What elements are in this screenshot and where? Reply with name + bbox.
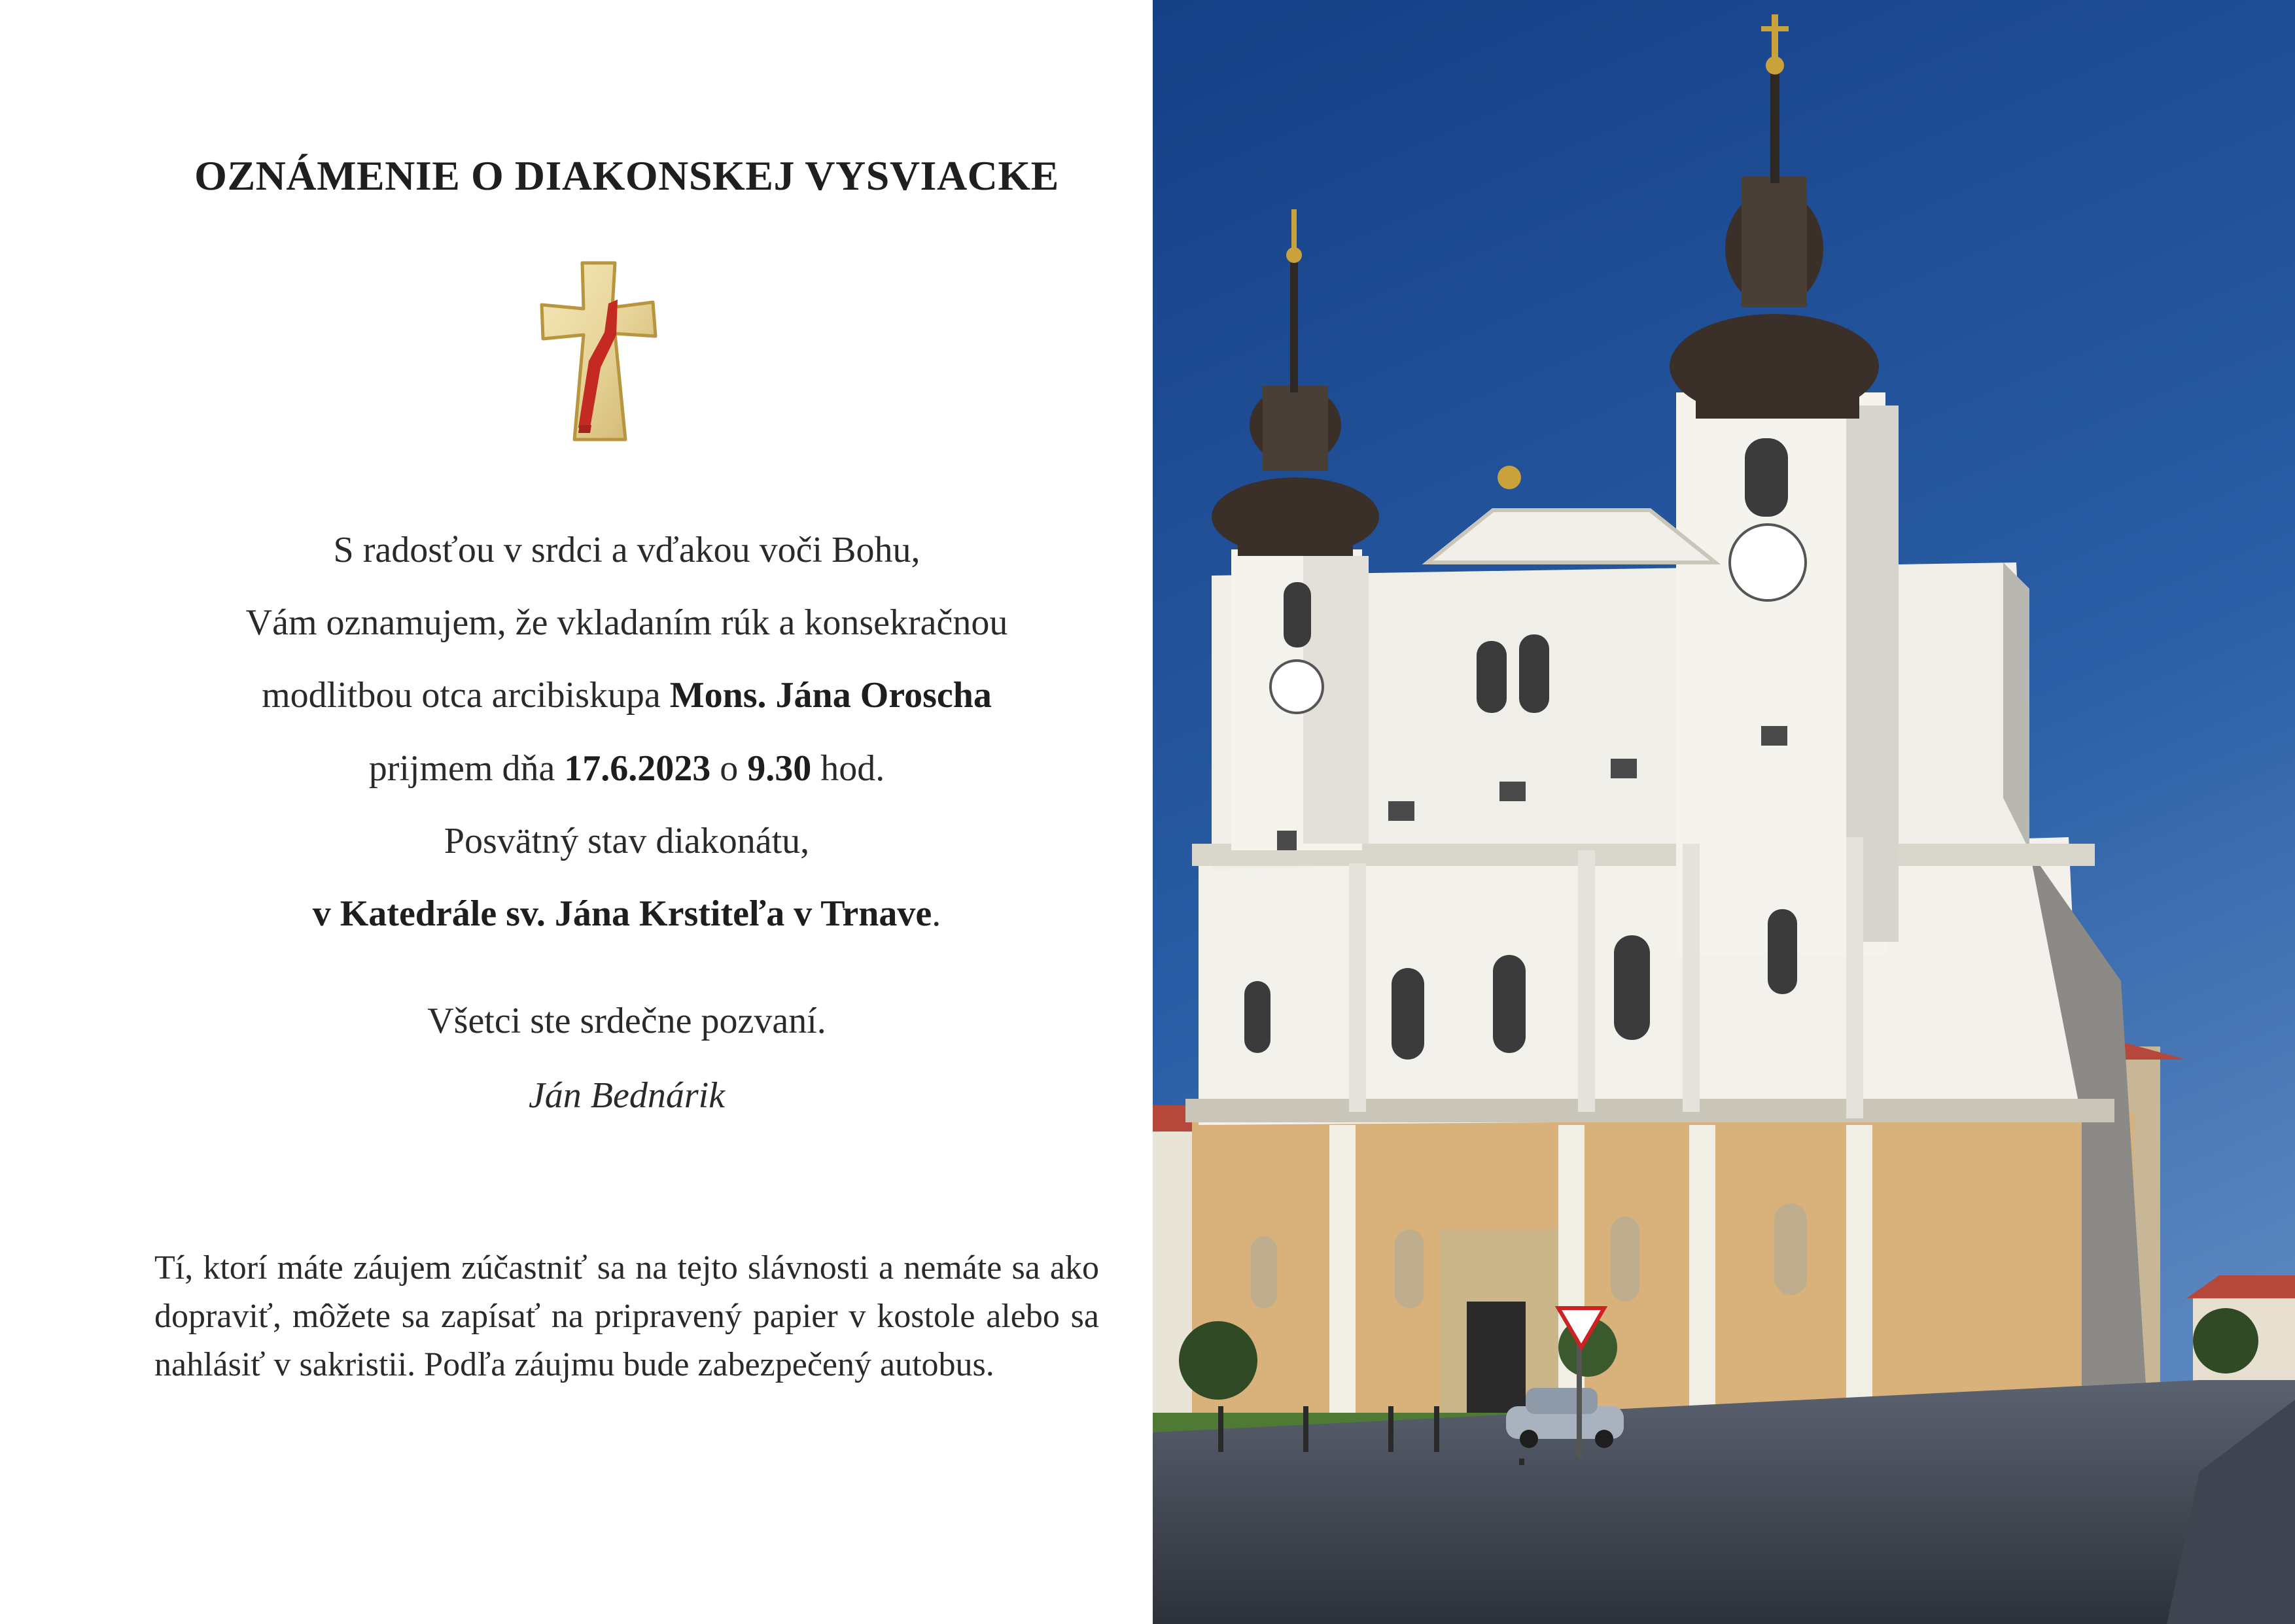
- announcement-line-6: [0, 892, 1253, 935]
- cathedral-name: v Katedrále sv. Jána Krstiteľa v Trnave: [312, 893, 932, 934]
- cathedral-photo: [1153, 0, 2295, 1624]
- announcement-line-4: [0, 747, 1253, 790]
- line4-text-c: hod.: [811, 748, 885, 789]
- ordination-date: 17.6.2023: [564, 748, 711, 789]
- archbishop-name: Mons. Jána Oroscha: [669, 675, 992, 716]
- announcement-line-2: Vám oznamujem, že vkladaním rúk a konsekračnou: [245, 602, 1008, 643]
- signature: Ján Bednárik: [528, 1075, 726, 1116]
- cathedral-illustration: [1153, 0, 2295, 1624]
- ordination-time: 9.30: [747, 748, 812, 789]
- line4-text-a: prijmem dňa: [368, 748, 565, 789]
- page-title: OZNÁMENIE O DIAKONSKEJ VYSVIACKE: [194, 152, 1059, 199]
- line4-text-b: o: [710, 748, 748, 789]
- line6-end: .: [932, 893, 941, 934]
- transport-notice: Tí, ktorí máte záujem zúčastniť sa na tejto slávnosti a nemáte sa ako dopraviť, môžete sa zapísať na pripravený papier v kostole alebo sa nahlásiť v sakristii. Podľa záujmu bude zabezpečený autobus.: [154, 1249, 1099, 1383]
- deacon-cross-with-stole-icon: [536, 256, 661, 446]
- announcement-line-3: [0, 674, 1253, 717]
- line3-text: modlitbou otca arcibiskupa: [262, 675, 670, 716]
- announcement-line-5: Posvätný stav diakonátu,: [444, 821, 810, 861]
- invitation-line: Všetci ste srdečne pozvaní.: [427, 1001, 826, 1041]
- greeting-line: S radosťou v srdci a vďakou voči Bohu,: [333, 530, 920, 570]
